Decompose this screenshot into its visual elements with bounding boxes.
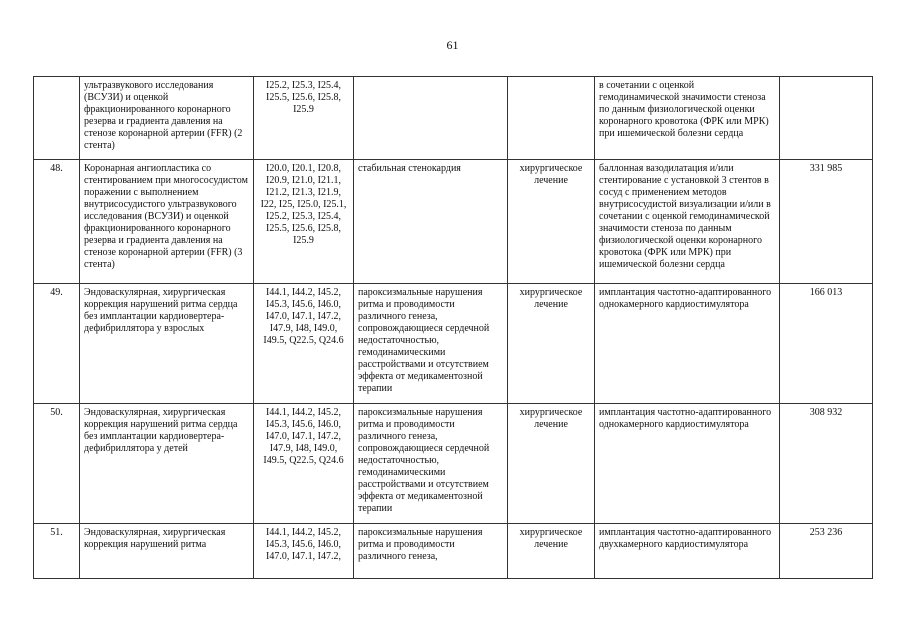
- table-row: [34, 77, 873, 160]
- diagnosis: пароксизмальные нарушения ритма и проводимости различного генеза, сопровождающиеся сердечной недостаточностью, гемодинамическими расстройствами и отсутствием эффекта от медикаментозной терапии: [354, 404, 508, 524]
- icd-codes: I44.1, I44.2, I45.2, I45.3, I45.6, I46.0, I47.0, I47.1, I47.2, I47.9, I48, I49.0, I49.5, Q22.5, Q24.6: [254, 284, 354, 404]
- table-row: [34, 404, 873, 524]
- table-row: [34, 284, 873, 404]
- icd-codes: I20.0, I20.1, I20.8, I20.9, I21.0, I21.1, I21.2, I21.3, I21.9, I22, I25, I25.0, I25.1, I25.2, I25.3, I25.4, I25.5, I25.6, I25.8, I25.9: [254, 160, 354, 284]
- price: 308 932: [780, 404, 873, 524]
- treatment-type: хирургическое лечение: [508, 404, 595, 524]
- table-row: [34, 524, 873, 579]
- row-number: [34, 77, 80, 160]
- table-row: [34, 160, 873, 284]
- treatment-type: хирургическое лечение: [508, 160, 595, 284]
- treatment-method: в сочетании с оценкой гемодинамической значимости стеноза по данным физиологической оценки коронарного кровотока (ФРК или МРК) при ишемической болезни сердца: [595, 77, 780, 160]
- procedures-table: [33, 76, 873, 579]
- treatment-method: имплантация частотно-адаптированного однокамерного кардиостимулятора: [595, 284, 780, 404]
- price: 331 985: [780, 160, 873, 284]
- row-number: 50.: [34, 404, 80, 524]
- row-number: 49.: [34, 284, 80, 404]
- icd-codes: I44.1, I44.2, I45.2, I45.3, I45.6, I46.0, I47.0, I47.1, I47.2,: [254, 524, 354, 579]
- procedure-name: ультразвукового исследования (ВСУЗИ) и оценкой фракционированного коронарного резерва и градиента давления на стенозе коронарной артерии (FFR) (2 стента): [80, 77, 254, 160]
- price: 166 013: [780, 284, 873, 404]
- procedure-name: Эндоваскулярная, хирургическая коррекция нарушений ритма сердца без имплантации кардиовертера-дефибриллятора у детей: [80, 404, 254, 524]
- diagnosis: стабильная стенокардия: [354, 160, 508, 284]
- price: [780, 77, 873, 160]
- treatment-method: имплантация частотно-адаптированного однокамерного кардиостимулятора: [595, 404, 780, 524]
- treatment-type: хирургическое лечение: [508, 284, 595, 404]
- procedure-name: Коронарная ангиопластика со стентированием при многососудистом поражении с выполнением внутрисосудистого ультразвукового исследования (ВСУЗИ) и оценкой фракционированного коронарного резерва и градиента давления на стенозе коронарной артерии (FFR) (3 стента): [80, 160, 254, 284]
- row-number: 51.: [34, 524, 80, 579]
- treatment-type: [508, 77, 595, 160]
- treatment-method: баллонная вазодилатация и/или стентирование с установкой 3 стентов в сосуд с применением методов внутрисосудистой визуализации и/или в сочетании с оценкой гемодинамической значимости стеноза по данным физиологической оценки коронарного кровотока (ФРК или МРК) при ишемической болезни сердца: [595, 160, 780, 284]
- procedure-name: Эндоваскулярная, хирургическая коррекция нарушений ритма сердца без имплантации кардиовертера-дефибриллятора у взрослых: [80, 284, 254, 404]
- diagnosis: пароксизмальные нарушения ритма и проводимости различного генеза, сопровождающиеся сердечной недостаточностью, гемодинамическими расстройствами и отсутствием эффекта от медикаментозной терапии: [354, 284, 508, 404]
- procedure-name: Эндоваскулярная, хирургическая коррекция нарушений ритма: [80, 524, 254, 579]
- treatment-method: имплантация частотно-адаптированного двухкамерного кардиостимулятора: [595, 524, 780, 579]
- page-number: 61: [446, 38, 459, 52]
- diagnosis: пароксизмальные нарушения ритма и проводимости различного генеза,: [354, 524, 508, 579]
- icd-codes: I25.2, I25.3, I25.4, I25.5, I25.6, I25.8, I25.9: [254, 77, 354, 160]
- price: 253 236: [780, 524, 873, 579]
- diagnosis: [354, 77, 508, 160]
- icd-codes: I44.1, I44.2, I45.2, I45.3, I45.6, I46.0, I47.0, I47.1, I47.2, I47.9, I48, I49.0, I49.5, Q22.5, Q24.6: [254, 404, 354, 524]
- treatment-type: хирургическое лечение: [508, 524, 595, 579]
- row-number: 48.: [34, 160, 80, 284]
